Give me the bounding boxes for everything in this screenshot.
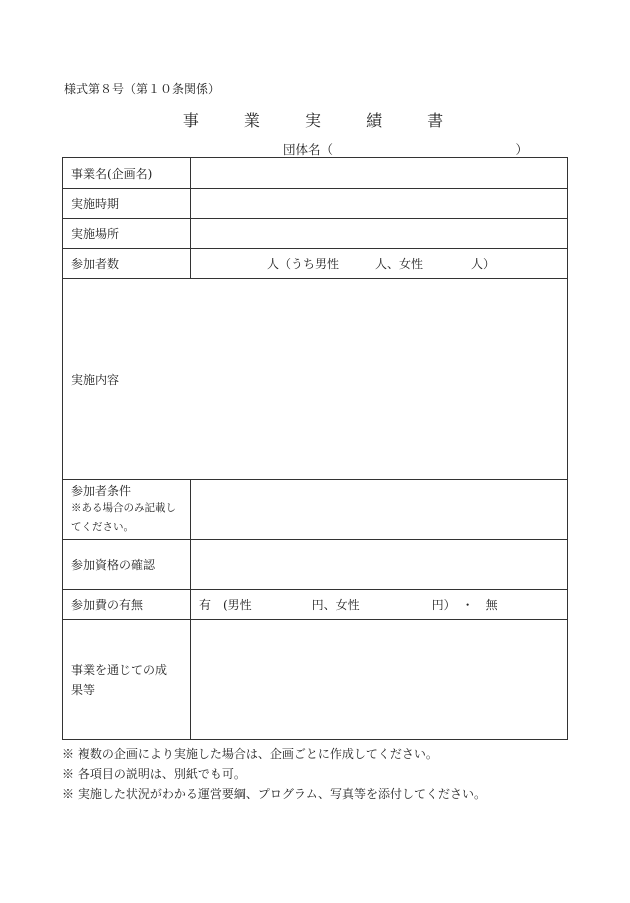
document-title: 事 業 実 績 書: [182, 111, 464, 130]
project-name-label: 事業名(企画名): [63, 158, 191, 189]
organization-name-line: [283, 140, 538, 158]
row-conditions: [63, 480, 568, 540]
place-field[interactable]: [191, 219, 568, 249]
fee-field[interactable]: [191, 590, 568, 620]
row-participants: [63, 249, 568, 279]
conditions-note: ※ある場合のみ記載してください。: [71, 502, 176, 533]
qualification-label: 参加資格の確認: [63, 540, 191, 590]
period-label: 実施時期: [63, 189, 191, 219]
footnotes: [62, 744, 486, 804]
fee-label: 参加費の有無: [63, 590, 191, 620]
row-qualification: [63, 540, 568, 590]
content-field[interactable]: [63, 279, 568, 480]
qualification-field[interactable]: [191, 540, 568, 590]
organization-name-close: ）: [515, 142, 528, 157]
outcome-field[interactable]: [191, 620, 568, 740]
outcome-label: 事業を通じての成果等: [71, 662, 168, 697]
row-content: [63, 279, 568, 480]
conditions-label: 参加者条件: [71, 484, 132, 498]
conditions-field[interactable]: [191, 480, 568, 540]
footnote-2: ※ 各項目の説明は、別紙でも可。: [62, 767, 246, 781]
period-field[interactable]: [191, 189, 568, 219]
outcome-label-cell: [63, 620, 191, 740]
row-project-name: [63, 158, 568, 189]
row-outcome: [63, 620, 568, 740]
place-label: 実施場所: [63, 219, 191, 249]
participants-field[interactable]: [191, 249, 568, 279]
row-place: [63, 219, 568, 249]
participants-label: 参加者数: [63, 249, 191, 279]
participants-value: 人（うち男性 人、女性 人）: [267, 257, 496, 271]
report-form-table: [62, 157, 568, 740]
fee-value: 有 (男性 円、女性 円） ・ 無: [199, 598, 498, 612]
conditions-label-cell: [63, 480, 191, 540]
row-fee: [63, 590, 568, 620]
footnote-3: ※ 実施した状況がわかる運営要綱、プログラム、写真等を添付してください。: [62, 787, 487, 801]
row-period: [63, 189, 568, 219]
project-name-field[interactable]: [191, 158, 568, 189]
content-label: 実施内容: [71, 372, 120, 387]
organization-name-label: 団体名（: [283, 142, 334, 157]
footnote-1: ※ 複数の企画により実施した場合は、企画ごとに作成してください。: [62, 747, 438, 761]
form-number: 様式第８号（第１０条関係）: [64, 82, 221, 96]
